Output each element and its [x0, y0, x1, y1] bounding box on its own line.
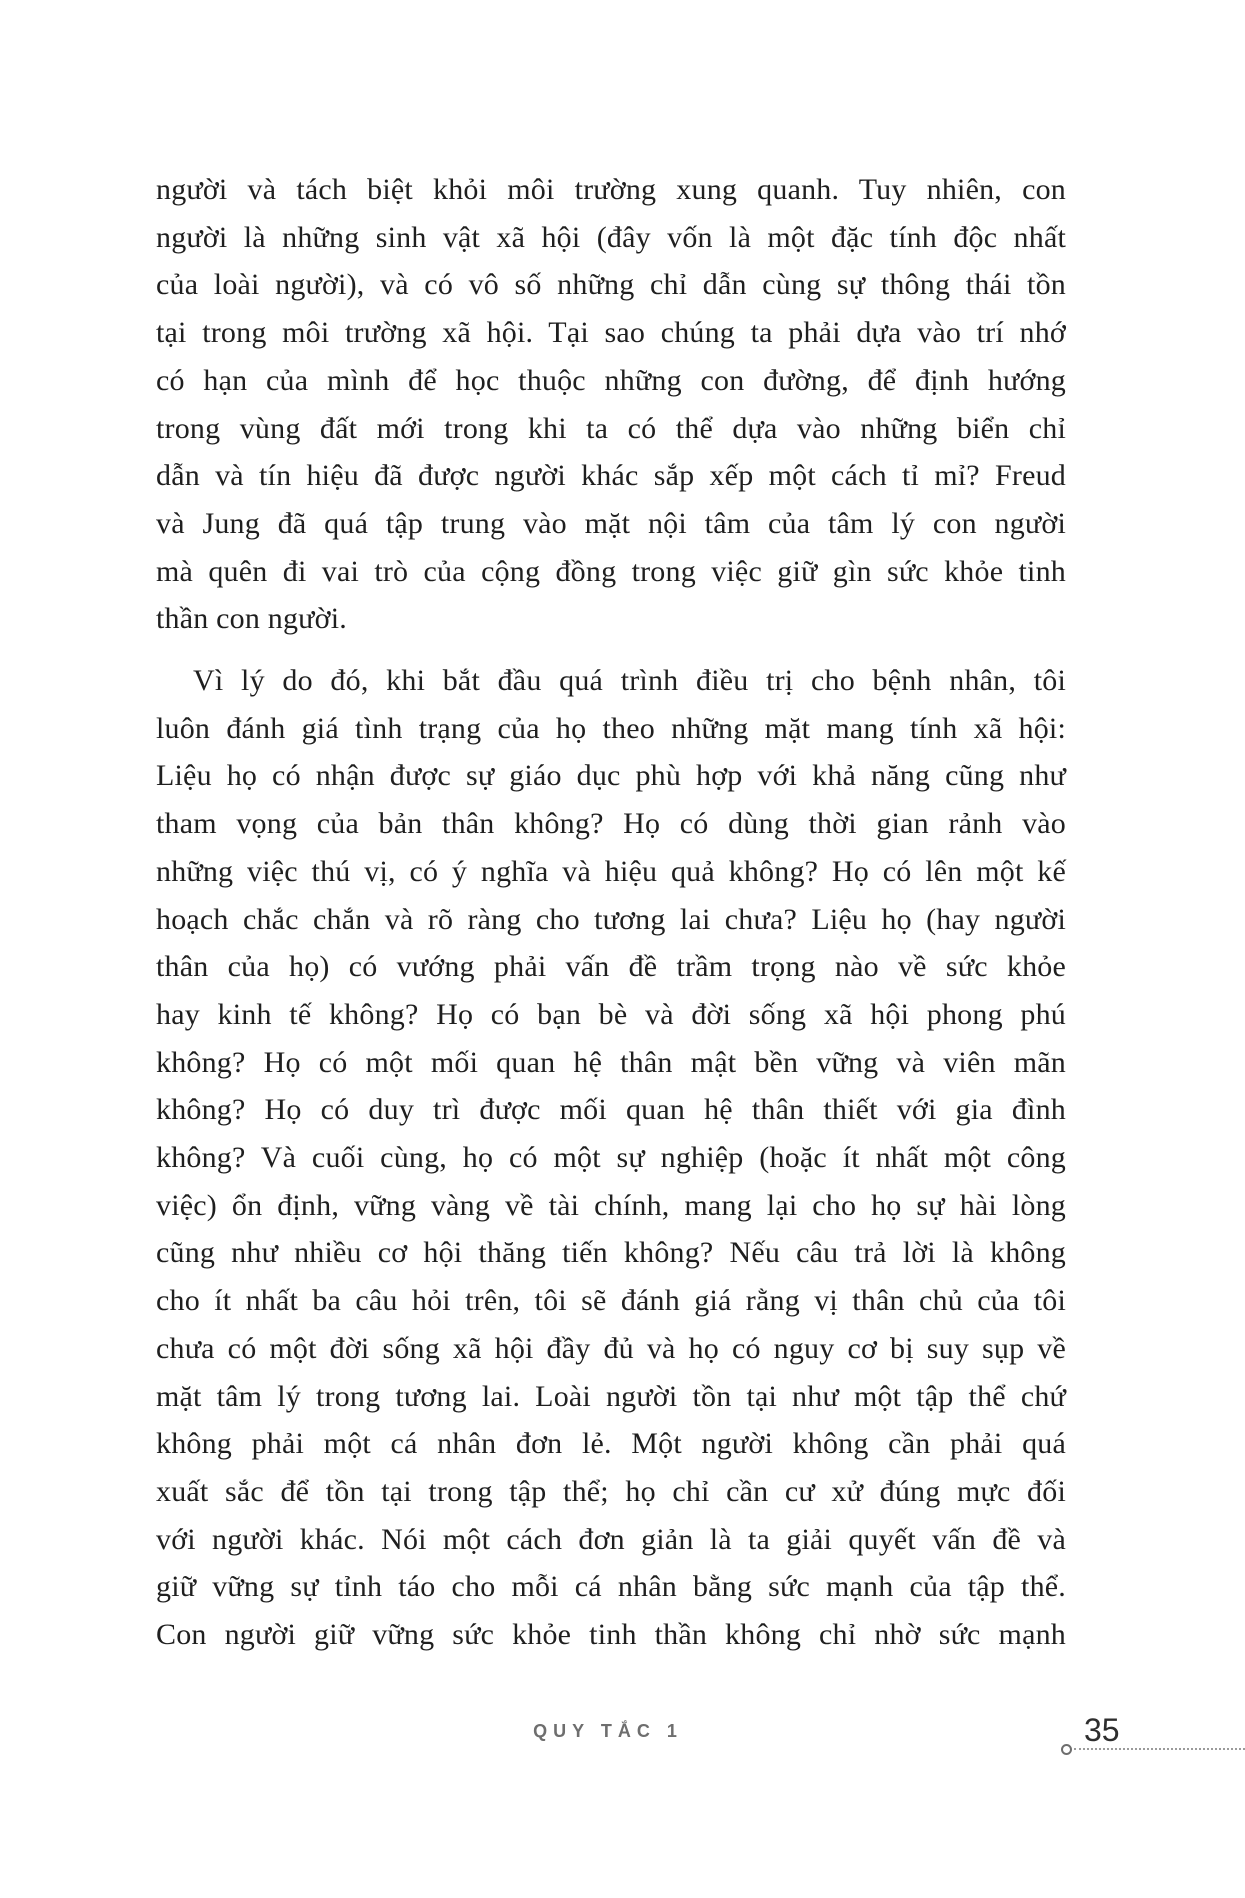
text-line: cũng như nhiều cơ hội thăng tiến không? Nếu câu trả lời là không — [156, 1236, 1066, 1270]
text-line: người là những sinh vật xã hội (đây vốn là một đặc tính độc nhất — [156, 220, 1066, 254]
text-line: không? Và cuối cùng, họ có một sự nghiệp (hoặc ít nhất một công — [156, 1141, 1066, 1175]
text-line: giữ vững sự tỉnh táo cho mỗi cá nhân bằng sức mạnh của tập thể. — [156, 1570, 1066, 1604]
text-line: thần con người. — [156, 602, 347, 636]
text-line: trong vùng đất mới trong khi ta có thể dựa vào những biển chỉ — [156, 411, 1066, 445]
text-line: tham vọng của bản thân không? Họ có dùng thời gian rảnh vào — [156, 807, 1066, 841]
text-line: xuất sắc để tồn tại trong tập thể; họ chỉ cần cư xử đúng mực đối — [156, 1474, 1066, 1508]
text-line: hay kinh tế không? Họ có bạn bè và đời sống xã hội phong phú — [156, 997, 1066, 1031]
paragraph — [156, 657, 1066, 1659]
text-line: người và tách biệt khỏi môi trường xung quanh. Tuy nhiên, con — [156, 173, 1066, 206]
text-line: thân của họ) có vướng phải vấn đề trầm trọng nào về sức khỏe — [156, 950, 1066, 984]
text-line: mặt tâm lý trong tương lai. Loài người tồn tại như một tập thể chứ — [156, 1379, 1066, 1413]
text-line: dẫn và tín hiệu đã được người khác sắp xếp một cách tỉ mỉ? Freud — [156, 459, 1066, 493]
paragraph — [156, 166, 1066, 643]
text-line: không? Họ có duy trì được mối quan hệ thân thiết với gia đình — [156, 1093, 1066, 1127]
text-line: cho ít nhất ba câu hỏi trên, tôi sẽ đánh giá rằng vị thân chủ của tôi — [156, 1284, 1066, 1318]
text-line: không? Họ có một mối quan hệ thân mật bền vững và viên mãn — [156, 1045, 1066, 1079]
text-line: luôn đánh giá tình trạng của họ theo những mặt mang tính xã hội: — [156, 711, 1066, 745]
page-number: 35 — [1084, 1712, 1120, 1748]
text-line: mà quên đi vai trò của cộng đồng trong việc giữ gìn sức khỏe tinh — [156, 554, 1066, 588]
running-footer-chapter-label: QUY TẮC 1 — [533, 1721, 683, 1741]
text-line: không phải một cá nhân đơn lẻ. Một người không cần phải quá — [156, 1427, 1066, 1461]
text-line: chưa có một đời sống xã hội đầy đủ và họ có nguy cơ bị suy sụp về — [156, 1331, 1066, 1365]
text-line: Con người giữ vững sức khỏe tinh thần không chỉ nhờ sức mạnh — [156, 1618, 1066, 1652]
text-line: Vì lý do đó, khi bắt đầu quá trình điều trị cho bệnh nhân, tôi — [193, 664, 1066, 698]
footer-ring-ornament — [1061, 1744, 1072, 1755]
footer-dotted-rule — [1074, 1748, 1245, 1750]
text-line: việc) ổn định, vững vàng về tài chính, mang lại cho họ sự hài lòng — [156, 1188, 1066, 1222]
text-line: tại trong môi trường xã hội. Tại sao chúng ta phải dựa vào trí nhớ — [156, 316, 1066, 350]
text-line: của loài người), và có vô số những chỉ dẫn cùng sự thông thái tồn — [156, 268, 1066, 302]
text-line: với người khác. Nói một cách đơn giản là ta giải quyết vấn đề và — [156, 1522, 1066, 1556]
text-line: và Jung đã quá tập trung vào mặt nội tâm của tâm lý con người — [156, 506, 1066, 540]
text-line: Liệu họ có nhận được sự giáo dục phù hợp với khả năng cũng như — [156, 759, 1066, 793]
text-line: có hạn của mình để học thuộc những con đường, để định hướng — [156, 363, 1066, 397]
page-text — [156, 166, 1066, 1659]
text-line: hoạch chắc chắn và rõ ràng cho tương lai chưa? Liệu họ (hay người — [156, 902, 1066, 936]
text-line: những việc thú vị, có ý nghĩa và hiệu quả không? Họ có lên một kế — [156, 854, 1066, 888]
